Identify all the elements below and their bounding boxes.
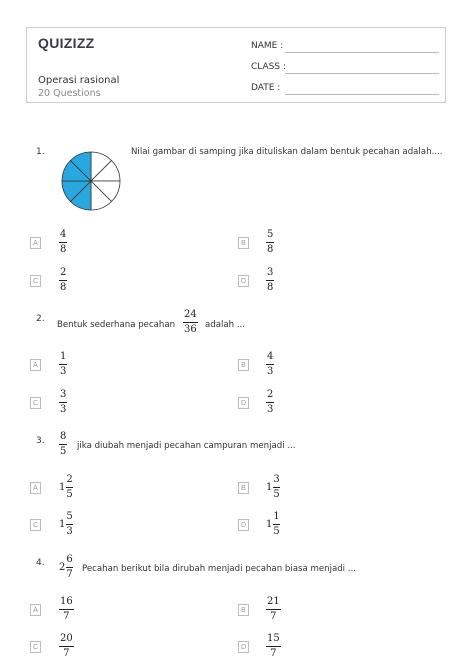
option-c-fraction[interactable]: 2 8: [60, 267, 67, 293]
option-d-box[interactable]: D: [238, 275, 249, 287]
option-a-box[interactable]: A: [30, 604, 41, 616]
class-label: CLASS :: [251, 62, 286, 72]
option-c-fraction[interactable]: 3 3: [60, 389, 67, 415]
question-number: 2.: [36, 314, 45, 324]
question-count: 20 Questions: [38, 88, 101, 99]
option-b-box[interactable]: B: [238, 604, 249, 616]
option-b-fraction[interactable]: 5 8: [267, 229, 274, 255]
option-d-fraction[interactable]: 15 7: [267, 633, 280, 659]
option-d-box[interactable]: D: [238, 641, 249, 653]
option-b-mixed-number[interactable]: 1 $\frac{3}{5}$: [266, 474, 280, 500]
pie-chart-image: [60, 150, 122, 212]
question-fraction: 8 5: [60, 431, 67, 457]
option-b-box[interactable]: B: [238, 482, 249, 494]
option-d-mixed-number[interactable]: 1 $\frac{1}{5}$: [266, 511, 280, 537]
option-b-fraction[interactable]: 21 7: [267, 596, 280, 622]
option-a-box[interactable]: A: [30, 359, 41, 371]
option-a-fraction[interactable]: 4 8: [60, 229, 67, 255]
question-text: Nilai gambar di samping jika dituliskan dalam bentuk pecahan adalah....: [131, 147, 443, 157]
question-number: 3.: [36, 436, 45, 446]
name-line: [285, 52, 439, 53]
option-b-box[interactable]: B: [238, 237, 249, 249]
option-a-fraction[interactable]: 1 3: [60, 351, 67, 377]
worksheet-header: [26, 27, 446, 103]
date-label: DATE :: [251, 83, 281, 93]
option-b-box[interactable]: B: [238, 359, 249, 371]
worksheet-title: Operasi rasional: [38, 75, 120, 86]
option-d-fraction[interactable]: 2 3: [267, 389, 274, 415]
question-text-end: adalah ...: [205, 320, 246, 330]
option-a-box[interactable]: A: [30, 237, 41, 249]
question-mixed-number: 2 $\frac{6}{7}$: [59, 554, 73, 580]
option-d-fraction[interactable]: 3 8: [267, 267, 274, 293]
option-a-mixed-number[interactable]: 1 $\frac{2}{5}$: [59, 474, 73, 500]
date-line: [285, 94, 439, 95]
quizizz-logo: QUIZIZZ: [38, 35, 95, 51]
name-label: NAME :: [251, 41, 284, 51]
option-b-fraction[interactable]: 4 3: [267, 351, 274, 377]
option-c-fraction[interactable]: 20 7: [60, 633, 73, 659]
option-a-fraction[interactable]: 16 7: [60, 596, 73, 622]
option-c-box[interactable]: C: [30, 275, 41, 287]
class-line: [285, 73, 439, 74]
option-c-box[interactable]: C: [30, 641, 41, 653]
option-c-box[interactable]: C: [30, 397, 41, 409]
question-text: Pecahan berikut bila dirubah menjadi pecahan biasa menjadi ...: [82, 564, 356, 574]
option-c-mixed-number[interactable]: 1 $\frac{5}{3}$: [59, 511, 73, 537]
option-a-box[interactable]: A: [30, 482, 41, 494]
option-d-box[interactable]: D: [238, 397, 249, 409]
question-number: 4.: [36, 558, 45, 568]
question-text: Bentuk sederhana pecahan: [57, 320, 176, 330]
option-c-box[interactable]: C: [30, 519, 41, 531]
option-d-box[interactable]: D: [238, 519, 249, 531]
question-fraction: 24 36: [184, 309, 197, 335]
question-number: 1.: [36, 147, 45, 157]
question-text: jika diubah menjadi pecahan campuran menjadi ...: [77, 441, 296, 451]
